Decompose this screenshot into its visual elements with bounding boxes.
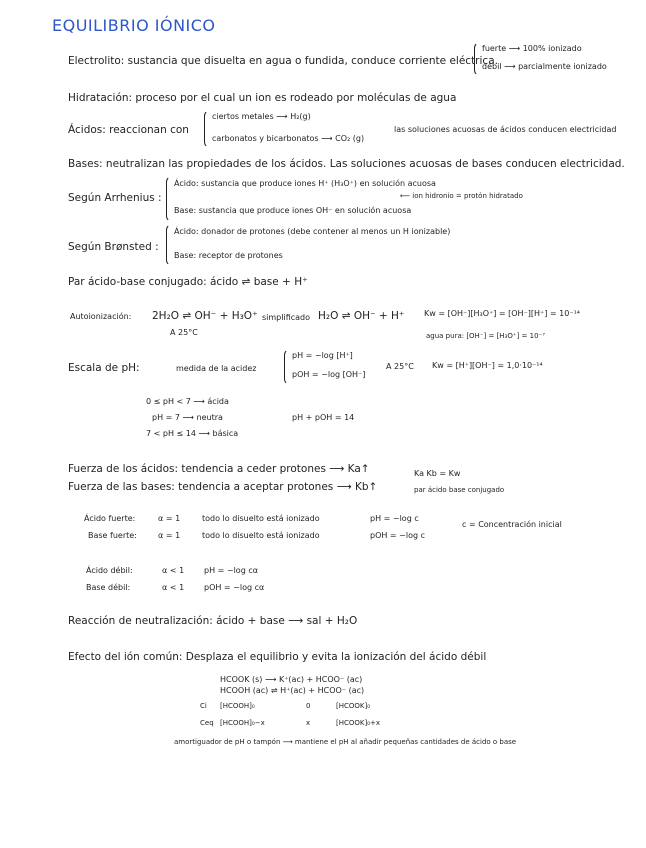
ph-basica: 7 < pH ≤ 14 ⟶ básica — [146, 429, 239, 438]
acido-debil-label: Ácido débil: — [86, 566, 133, 575]
page-title: EQUILIBRIO IÓNICO — [52, 16, 216, 35]
ph-brace — [284, 349, 291, 385]
fuerza-kakb: Ka Kb = Kw — [414, 469, 461, 478]
base-debil-label: Base débil: — [86, 583, 131, 592]
ion-comun-ceq-b: x — [306, 719, 311, 727]
bronsted-acido: Ácido: donador de protones (debe contener al menos un H ionizable) — [174, 227, 451, 236]
ion-comun-ci-label: Ci — [200, 702, 207, 710]
ph-temp: A 25°C — [386, 362, 414, 371]
hidratacion-definition: Hidratación: proceso por el cual un ion es rodeado por moléculas de agua — [68, 92, 457, 104]
arrhenius-label: Según Arrhenius : — [68, 192, 162, 204]
autoionizacion-temp: A 25°C — [170, 328, 198, 337]
ion-comun-ceq-label: Ceq — [200, 719, 214, 727]
bronsted-base: Base: receptor de protones — [174, 251, 283, 260]
ion-comun-label: Efecto del ión común: Desplaza el equilibrio y evita la ionización del ácido débil — [68, 651, 487, 663]
autoionizacion-kw: Kw = [OH⁻][H₃O⁺] = [OH⁻][H⁺] = 10⁻¹⁴ — [424, 309, 580, 318]
ion-comun-ci-c: [HCOOK]₀ — [336, 702, 371, 710]
ph-acida: 0 ≤ pH < 7 ⟶ ácida — [146, 397, 229, 406]
acido-fuerte-ph: pH = −log c — [370, 514, 419, 523]
base-fuerte-poh: pOH = −log c — [370, 531, 426, 540]
base-fuerte-alpha: α = 1 — [158, 531, 181, 540]
arrhenius-acido-note: ⟵ ion hidronio = protón hidratado — [400, 192, 523, 200]
ion-comun-reaction-2: HCOOH (ac) ⇌ H⁺(ac) + HCOO⁻ (ac) — [220, 686, 365, 695]
autoionizacion-eq1: 2H₂O ⇌ OH⁻ + H₃O⁺ — [152, 310, 258, 322]
electrolito-debil: débil ⟶ parcialmente ionizado — [482, 62, 607, 71]
ion-comun-ceq-c: [HCOOK]₀+x — [336, 719, 381, 727]
par-conjugado: Par ácido-base conjugado: ácido ⇌ base + H⁺ — [68, 276, 308, 288]
acido-debil-alpha: α < 1 — [162, 566, 185, 575]
ph-description: medida de la acidez — [176, 364, 257, 373]
ion-comun-ci-b: 0 — [306, 702, 311, 710]
neutralizacion: Reacción de neutralización: ácido + base ⟶ sal + H₂O — [68, 615, 358, 627]
acidos-carbonatos: carbonatos y bicarbonatos ⟶ CO₂ (g) — [212, 134, 365, 143]
arrhenius-brace — [166, 176, 173, 222]
bases-definition: Bases: neutralizan las propiedades de los ácidos. Las soluciones acuosas de bases conducen electricidad. — [68, 158, 625, 170]
ph-equation: pH = −log [H⁺] — [292, 351, 353, 360]
acidos-metales: ciertos metales ⟶ H₂(g) — [212, 112, 311, 121]
electrolito-brace — [474, 42, 481, 76]
fuerza-kakb-note: par ácido base conjugado — [414, 486, 505, 494]
electrolito-definition: Electrolito: sustancia que disuelta en agua o fundida, conduce corriente eléctrica. — [68, 55, 498, 67]
acido-fuerte-alpha: α = 1 — [158, 514, 181, 523]
ph-label: Escala de pH: — [68, 362, 140, 374]
ion-comun-reaction-1: HCOOK (s) ⟶ K⁺(ac) + HCOO⁻ (ac) — [220, 675, 363, 684]
acidos-label: Ácidos: reaccionan con — [68, 124, 189, 136]
ph-neutra: pH = 7 ⟶ neutra — [152, 413, 223, 422]
arrhenius-acido: Ácido: sustancia que produce iones H⁺ (H₃O⁺) en solución acuosa — [174, 179, 436, 188]
ph-kw: Kw = [H⁺][OH⁻] = 1,0·10⁻¹⁴ — [432, 361, 543, 370]
base-debil-poh: pOH = −log cα — [204, 583, 265, 592]
ion-comun-ci-a: [HCOOH]₀ — [220, 702, 255, 710]
base-fuerte-label: Base fuerte: — [88, 531, 137, 540]
acido-fuerte-label: Ácido fuerte: — [84, 514, 136, 523]
concentracion-note: c = Concentración inicial — [462, 520, 562, 529]
arrhenius-base: Base: sustancia que produce iones OH⁻ en solución acuosa — [174, 206, 412, 215]
ion-comun-ceq-a: [HCOOH]₀−x — [220, 719, 265, 727]
bronsted-brace — [166, 224, 173, 266]
tampon-note: amortiguador de pH o tampón ⟶ mantiene el pH al añadir pequeñas cantidades de ácido o base — [174, 738, 517, 746]
acidos-brace — [204, 110, 211, 148]
autoionizacion-simplificado: simplificado — [262, 313, 311, 322]
autoionizacion-agua: agua pura: [OH⁻] = [H₃O⁺] = 10⁻⁷ — [426, 332, 546, 340]
base-fuerte-desc: todo lo disuelto está ionizado — [202, 531, 320, 540]
autoionizacion-eq2: H₂O ⇌ OH⁻ + H⁺ — [318, 310, 405, 322]
fuerza-acidos: Fuerza de los ácidos: tendencia a ceder protones ⟶ Ka↑ — [68, 463, 370, 475]
acido-debil-ph: pH = −log cα — [204, 566, 258, 575]
acido-fuerte-desc: todo lo disuelto está ionizado — [202, 514, 320, 523]
ph-sum: pH + pOH = 14 — [292, 413, 355, 422]
bronsted-label: Según Brønsted : — [68, 241, 159, 253]
electrolito-fuerte: fuerte ⟶ 100% ionizado — [482, 44, 582, 53]
base-debil-alpha: α < 1 — [162, 583, 185, 592]
autoionizacion-label: Autoionización: — [70, 312, 132, 321]
acidos-note: las soluciones acuosas de ácidos conducen electricidad — [394, 125, 617, 134]
fuerza-bases: Fuerza de las bases: tendencia a aceptar protones ⟶ Kb↑ — [68, 481, 378, 493]
poh-equation: pOH = −log [OH⁻] — [292, 370, 366, 379]
